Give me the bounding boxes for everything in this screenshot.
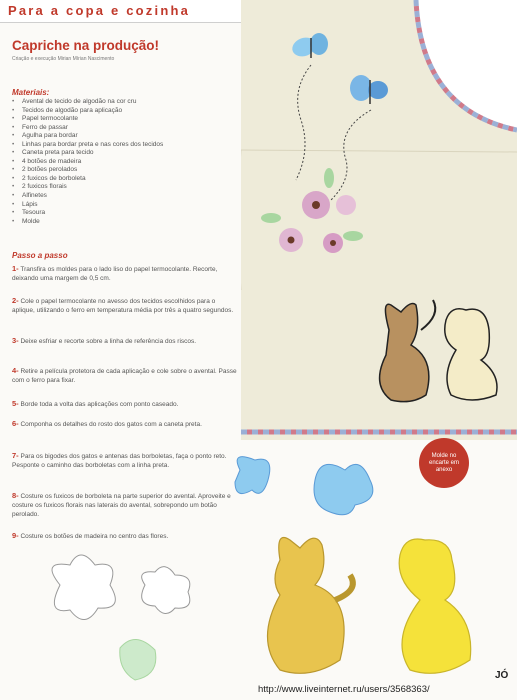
section-header xyxy=(0,0,250,23)
step-text: Cole o papel termocolante no avesso dos tecidos escolhidos para o aplique, utilizando o ferro em temperatura média por três a quatro segundos. xyxy=(12,298,234,314)
step-text: Retire a película protetora de cada aplicação e cole sobre o avental. Passe com o ferro para fixar. xyxy=(12,368,237,384)
step-number: 2- xyxy=(12,296,19,305)
step-item xyxy=(12,366,237,385)
step-text: Para os bigodes dos gatos e antenas das borboletas, faça o ponto reto. Pesponte o caminho das borboletas com a linha preta. xyxy=(12,453,227,469)
step-text: Deixe esfriar e recorte sobre a linha de referência dos riscos. xyxy=(20,338,197,345)
list-item: • Avental de tecido de algodão na cor cru xyxy=(12,98,163,107)
list-item: • Papel termocolante xyxy=(12,115,163,124)
list-item: • Caneta preta para tecido xyxy=(12,149,163,158)
materials-list xyxy=(12,98,163,226)
list-item: • Alfinetes xyxy=(12,192,163,201)
step-item xyxy=(12,336,237,346)
cat-pattern-icon xyxy=(399,539,471,673)
steps-heading: Passo a passo xyxy=(12,251,68,260)
list-item: • Tecidos de algodão para aplicação xyxy=(12,107,163,116)
list-item: • 4 botões de madeira xyxy=(12,158,163,167)
flower-pattern-icon xyxy=(142,567,190,614)
step-number: 8- xyxy=(12,491,19,500)
step-item xyxy=(12,419,237,429)
apron-photo xyxy=(241,0,517,440)
step-number: 5- xyxy=(12,399,19,408)
pattern-badge xyxy=(419,438,469,488)
step-number: 7- xyxy=(12,451,19,460)
cat-pattern-icon xyxy=(268,538,353,674)
list-item: • Tesoura xyxy=(12,209,163,218)
step-item xyxy=(12,296,237,315)
list-item: • Linhas para bordar preta e nas cores dos tecidos xyxy=(12,141,163,150)
step-text: Costure os botões de madeira no centro das flores. xyxy=(20,533,169,540)
step-number: 4- xyxy=(12,366,19,375)
step-number: 3- xyxy=(12,336,19,345)
leaf-pattern-icon xyxy=(120,639,156,680)
list-item: • Ferro de passar xyxy=(12,124,163,133)
step-text: Componha os detalhes do rosto dos gatos com a caneta preta. xyxy=(20,421,202,428)
step-number: 6- xyxy=(12,419,19,428)
article-title: Capriche na produção! xyxy=(12,38,160,53)
list-item: • 2 fuxicos florais xyxy=(12,183,163,192)
list-item: • Molde xyxy=(12,218,163,227)
list-item: • Agulha para bordar xyxy=(12,132,163,141)
source-url[interactable]: http://www.liveinternet.ru/users/3568363/ xyxy=(258,684,430,695)
section-title: Para a copa e cozinha xyxy=(8,3,191,18)
flower-pattern-icon xyxy=(52,555,115,620)
butterfly-pattern-icon xyxy=(314,464,373,514)
step-number: 9- xyxy=(12,531,19,540)
step-item xyxy=(12,264,237,283)
signature: JÓ xyxy=(495,670,509,681)
list-item: • 2 fuxicos de borboleta xyxy=(12,175,163,184)
step-text: Costure os fuxicos de borboleta na parte superior do avental. Aproveite e costure os fuxicos florais nas laterais do avental, sobrepondo um botão perolado. xyxy=(12,493,231,518)
article-credit: Criação e execução Mirian Mírian Nascimento xyxy=(12,56,115,62)
step-text: Transfira os moldes para o lado liso do papel termocolante. Recorte, deixando uma margem de 0,5 cm. xyxy=(12,266,218,282)
step-number: 1- xyxy=(12,264,19,273)
step-item xyxy=(12,399,237,409)
list-item: • 2 botões perolados xyxy=(12,166,163,175)
materials-heading: Materiais: xyxy=(12,88,50,97)
list-item: • Lápis xyxy=(12,201,163,210)
badge-text: Molde no encarte em anexo xyxy=(428,452,459,473)
step-text: Borde toda a volta das aplicações com ponto caseado. xyxy=(20,401,179,408)
butterfly-pattern-icon xyxy=(235,457,270,494)
